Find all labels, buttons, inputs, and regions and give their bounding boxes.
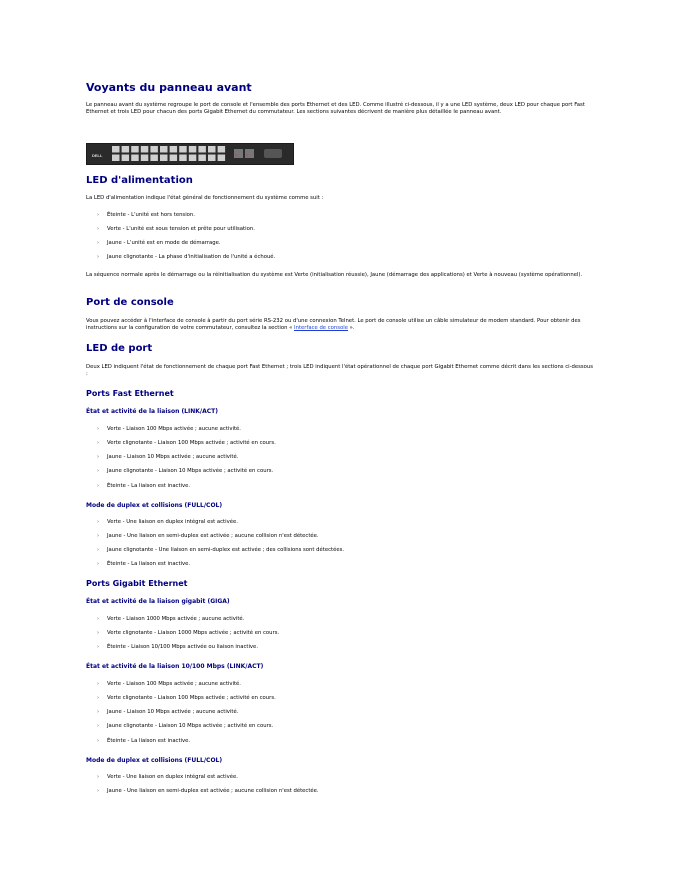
bullet-icon: › <box>97 709 99 716</box>
bullet-icon: › <box>97 211 99 218</box>
gigabit-duplex-heading: Mode de duplex et collisions (FULL/COL) <box>86 757 223 764</box>
bullet-icon: › <box>97 425 99 432</box>
ethernet-port <box>141 155 149 162</box>
list-item: › Jaune clignotante - Une liaison en semi-duplex est activée ; des collisions sont détectées. <box>97 547 345 554</box>
ethernet-port <box>208 155 216 162</box>
bullet-icon: › <box>97 439 99 446</box>
ethernet-port <box>170 146 178 153</box>
gigabit-duplex-list <box>86 770 596 798</box>
page-title: Voyants du panneau avant <box>86 81 252 94</box>
intro-paragraph: Le panneau avant du système regroupe le port de console et l'ensemble des ports Ethernet et des LED. Comme illustré ci-dessous, il y a une LED système, deux LED pour chaque port Fast Ethernet et trois LED pour chacun des ports Gigabit Ethernet du commutateur. Les sections suivantes décrivent de manière plus détaillée le panneau avant. <box>86 102 585 115</box>
list-item: › Jaune - Une liaison en semi-duplex est activée ; aucune collision n'est détectée. <box>97 787 319 794</box>
list-item: › Jaune - Liaison 10 Mbps activée ; aucune activité. <box>97 454 239 461</box>
ethernet-port <box>112 155 120 162</box>
bullet-icon: › <box>97 787 99 794</box>
bullet-icon: › <box>97 615 99 622</box>
list-item: › Éteinte - La liaison est inactive. <box>97 737 191 744</box>
list-item: › Éteinte - L'unité est hors tension. <box>97 211 195 218</box>
port-led-intro: Deux LED indiquent l'état de fonctionnement de chaque port Fast Ethernet ; trois LED indiquent l'état opérationnel de chaque port Gigabit Ethernet comme décrit dans les sections ci-dessous : <box>86 364 594 377</box>
list-item: › Verte clignotante - Liaison 100 Mbps activée ; activité en cours. <box>97 694 276 701</box>
console-port-heading: Port de console <box>86 297 174 308</box>
fast-duplex-heading: Mode de duplex et collisions (FULL/COL) <box>86 502 223 509</box>
bullet-icon: › <box>97 561 99 568</box>
fast-duplex-list <box>86 515 596 572</box>
ethernet-port <box>150 146 158 153</box>
list-item: › Jaune - Liaison 10 Mbps activée ; aucune activité. <box>97 709 239 716</box>
power-led-sequence: La séquence normale après le démarrage ou la réinitialisation du système est Verte (initialisation réussie), Jaune (démarrage des applications) et Verte à nouveau (système opérationnel). <box>86 272 583 278</box>
ethernet-port <box>198 146 206 153</box>
switch-front-panel-image <box>86 143 294 165</box>
bullet-icon: › <box>97 694 99 701</box>
list-item: › Éteinte - Liaison 10/100 Mbps activée ou liaison inactive. <box>97 644 259 651</box>
list-item: › Verte clignotante - Liaison 1000 Mbps activée ; activité en cours. <box>97 629 280 636</box>
bullet-icon: › <box>97 547 99 554</box>
fast-link-act-list <box>86 422 596 493</box>
bullet-icon: › <box>97 482 99 489</box>
ethernet-port <box>218 146 226 153</box>
gigabit-link-act-list <box>86 677 596 748</box>
ethernet-port <box>179 155 187 162</box>
gigabit-giga-list <box>86 612 596 655</box>
list-item: › Verte - Une liaison en duplex intégral est activée. <box>97 773 238 780</box>
bullet-icon: › <box>97 518 99 525</box>
ethernet-port <box>131 155 139 162</box>
ethernet-port <box>122 146 130 153</box>
power-led-list <box>86 208 596 265</box>
console-interface-link[interactable]: Interface de console <box>294 324 348 331</box>
bullet-icon: › <box>97 532 99 539</box>
fast-link-act-heading: État et activité de la liaison (LINK/ACT) <box>86 408 218 415</box>
bullet-icon: › <box>97 254 99 261</box>
list-item: › Éteinte - La liaison est inactive. <box>97 561 191 568</box>
gigabit-ethernet-heading: Ports Gigabit Ethernet <box>86 579 188 588</box>
list-item: › Jaune clignotante - Liaison 10 Mbps activée ; activité en cours. <box>97 723 274 730</box>
ethernet-port <box>170 155 178 162</box>
list-item: › Verte - Une liaison en duplex intégral est activée. <box>97 518 238 525</box>
bullet-icon: › <box>97 468 99 475</box>
ethernet-port <box>131 146 139 153</box>
list-item: › Jaune clignotante - Liaison 10 Mbps activée ; activité en cours. <box>97 468 274 475</box>
ethernet-port <box>160 146 168 153</box>
list-item: › Éteinte - La liaison est inactive. <box>97 482 191 489</box>
ethernet-port <box>160 155 168 162</box>
list-item: › Verte clignotante - Liaison 100 Mbps activée ; activité en cours. <box>97 439 276 446</box>
bullet-icon: › <box>97 240 99 247</box>
fast-ethernet-heading: Ports Fast Ethernet <box>86 389 174 398</box>
ethernet-port <box>122 155 130 162</box>
bullet-icon: › <box>97 680 99 687</box>
bullet-icon: › <box>97 454 99 461</box>
list-item: › Verte - L'unité est sous tension et prête pour utilisation. <box>97 225 255 232</box>
list-item: › Jaune - L'unité est en mode de démarrage. <box>97 240 221 247</box>
ethernet-port <box>141 146 149 153</box>
ethernet-port <box>189 155 197 162</box>
list-item: › Verte - Liaison 100 Mbps activée ; aucune activité. <box>97 425 241 432</box>
bullet-icon: › <box>97 723 99 730</box>
bullet-icon: › <box>97 629 99 636</box>
power-led-heading: LED d'alimentation <box>86 175 193 186</box>
gigabit-giga-heading: État et activité de la liaison gigabit (GIGA) <box>86 598 230 605</box>
list-item: › Jaune - Une liaison en semi-duplex est activée ; aucune collision n'est détectée. <box>97 532 319 539</box>
port-led-heading: LED de port <box>86 343 153 354</box>
ethernet-port <box>112 146 120 153</box>
ethernet-port <box>198 155 206 162</box>
ethernet-port <box>189 146 197 153</box>
list-item: › Verte - Liaison 100 Mbps activée ; aucune activité. <box>97 680 241 687</box>
power-led-intro: La LED d'alimentation indique l'état général de fonctionnement du système comme suit : <box>86 195 324 201</box>
bullet-icon: › <box>97 773 99 780</box>
gigabit-link-act-heading: État et activité de la liaison 10/100 Mbps (LINK/ACT) <box>86 663 264 670</box>
bullet-icon: › <box>97 225 99 232</box>
ethernet-port <box>218 155 226 162</box>
list-item: › Jaune clignotante - La phase d'initialisation de l'unité a échoué. <box>97 254 276 261</box>
console-paragraph: Vous pouvez accéder à l'interface de console à partir du port série RS-232 ou d'une connexion Telnet. Le port de console utilise un câble simulateur de modem standard. Pour obtenir des instructions sur la configuration de votre commutateur, consultez la section « Interface de console ». <box>86 318 581 331</box>
ethernet-port <box>179 146 187 153</box>
bullet-icon: › <box>97 737 99 744</box>
dell-logo: DELL <box>92 153 103 158</box>
ethernet-port <box>150 155 158 162</box>
ethernet-port <box>208 146 216 153</box>
list-item: › Verte - Liaison 1000 Mbps activée ; aucune activité. <box>97 615 245 622</box>
bullet-icon: › <box>97 644 99 651</box>
